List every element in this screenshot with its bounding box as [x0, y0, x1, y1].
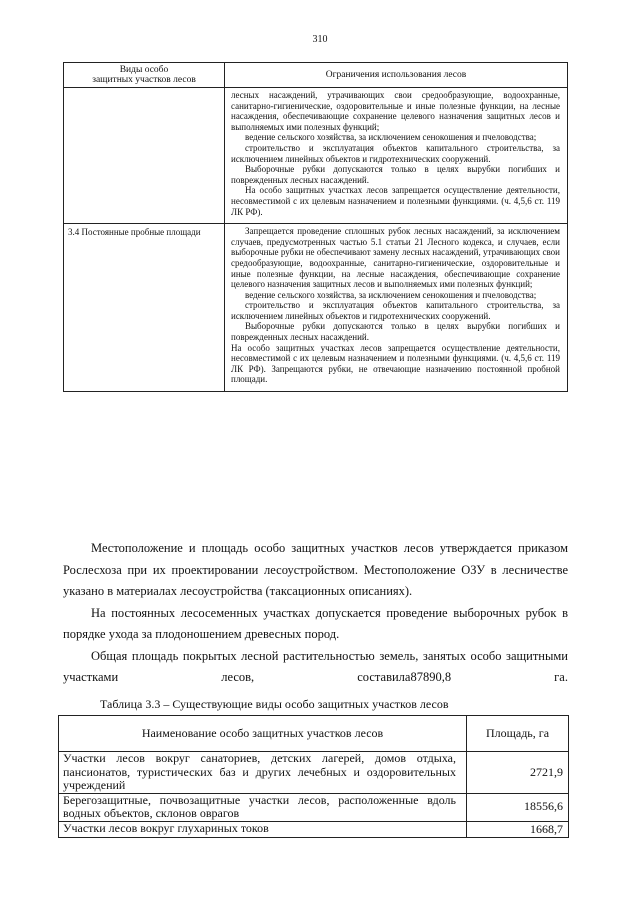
protected-areas-table: [58, 715, 569, 838]
table-header-row: [59, 716, 569, 752]
area-value: 2721,9: [467, 752, 569, 794]
header-forest-types-line1: Виды особо: [119, 65, 169, 75]
body-text: [63, 538, 568, 689]
area-name: Участки лесов вокруг санаториев, детских лагерей, домов отдыха, пансионатов, туристических баз и других лечебных и оздоровительных учреждений: [59, 752, 467, 794]
table-row: [59, 752, 569, 794]
header-area: Площадь, га: [467, 716, 569, 752]
row-name: 3.4 Постоянные пробные площади: [64, 224, 225, 392]
restriction-paragraph: На особо защитных участках лесов запрещается осуществление деятельности, несовместимой с их целевым назначением и полезными функциями. (ч. 4,5,6 ст. 119 ЛК РФ).: [231, 185, 560, 217]
area-value: 18556,6: [467, 793, 569, 821]
header-name: Наименование особо защитных участков лесов: [59, 716, 467, 752]
restriction-paragraph: ведение сельского хозяйства, за исключением сенокошения и пчеловодства;: [245, 132, 537, 143]
table-row: [64, 88, 568, 224]
table-row: [64, 224, 568, 392]
table-caption: Таблица 3.3 – Существующие виды особо защитных участков лесов: [100, 697, 449, 711]
restriction-paragraph: строительство и эксплуатация объектов капитального строительства, за исключением линейных объектов и гидротехнических сооружений.: [231, 300, 560, 321]
body-paragraph: Общая площадь покрытых лесной растительностью земель, занятых особо защитными участками лесов, составила87890,8 га.: [63, 648, 568, 684]
table-row: [59, 793, 569, 821]
restriction-paragraph: ведение сельского хозяйства, за исключением сенокошения и пчеловодства;: [245, 289, 537, 300]
body-paragraph: На постоянных лесосеменных участках допускается проведение выборочных рубок в порядке ухода за плодоношением древесных пород.: [63, 605, 568, 641]
restriction-paragraph: строительство и эксплуатация объектов капитального строительства, за исключением линейных объектов и гидротехнических сооружений.: [231, 142, 560, 164]
restriction-paragraph: Запрещается проведение сплошных рубок лесных насаждений, за исключением случаев, предусмотренных частью 5.1 статьи 21 Лесного кодекса, и случаев, если выборочные рубки не обеспечивают замену лесных насаждений, утрачивающих свои средообразующие, водоохранные, санитарно-гигиенические, оздоровительные и иные полезные функции, на лесные насаждения, обеспечивающие сохранение целевого назначения защитных лесов и выполняемых ими полезных функций;: [231, 226, 560, 290]
restriction-paragraph: На особо защитных участках лесов запрещается осуществление деятельности, несовместимой с их целевым назначением и полезными функциями. (ч. 4,5,6 ст. 119 ЛК РФ). Запрещаются рубки, не отвечающие назначению постоянной пробной площади.: [231, 342, 560, 385]
table-header-row: [64, 63, 568, 88]
restriction-paragraph: Выборочные рубки допускаются только в целях вырубки погибших и поврежденных лесных насаждений.: [231, 321, 560, 343]
row-restrictions: [225, 88, 568, 224]
row-name: [64, 88, 225, 224]
header-forest-types: [64, 63, 225, 88]
restrictions-table: [63, 62, 568, 392]
restriction-paragraph: лесных насаждений, утрачивающих свои средообразующие, водоохранные, санитарно-гигиенические, оздоровительные и иные полезные функции, на лесные насаждения, обеспечивающие сохранение целевого назначения защитных лесов и выполняемых ими полезных функций;: [231, 90, 560, 132]
page-number: 310: [312, 34, 328, 45]
header-forest-types-line2: защитных участков лесов: [92, 75, 196, 85]
row-restrictions: [225, 224, 568, 392]
area-value: 1668,7: [467, 821, 569, 838]
area-name: Участки лесов вокруг глухариных токов: [59, 821, 467, 838]
area-name: Берегозащитные, почвозащитные участки лесов, расположенные вдоль водных объектов, склонов оврагов: [59, 793, 467, 821]
body-paragraph: Местоположение и площадь особо защитных участков лесов утверждается приказом Рослесхоза при их проектировании лесоустройством. Местоположение ОЗУ в лесничестве указано в материалах лесоустройства (таксационных описаниях).: [63, 541, 568, 598]
header-restrictions: Ограничения использования лесов: [225, 63, 568, 88]
restriction-paragraph: Выборочные рубки допускаются только в целях вырубки погибших и поврежденных лесных насаждений.: [231, 164, 560, 185]
table-row: [59, 821, 569, 838]
